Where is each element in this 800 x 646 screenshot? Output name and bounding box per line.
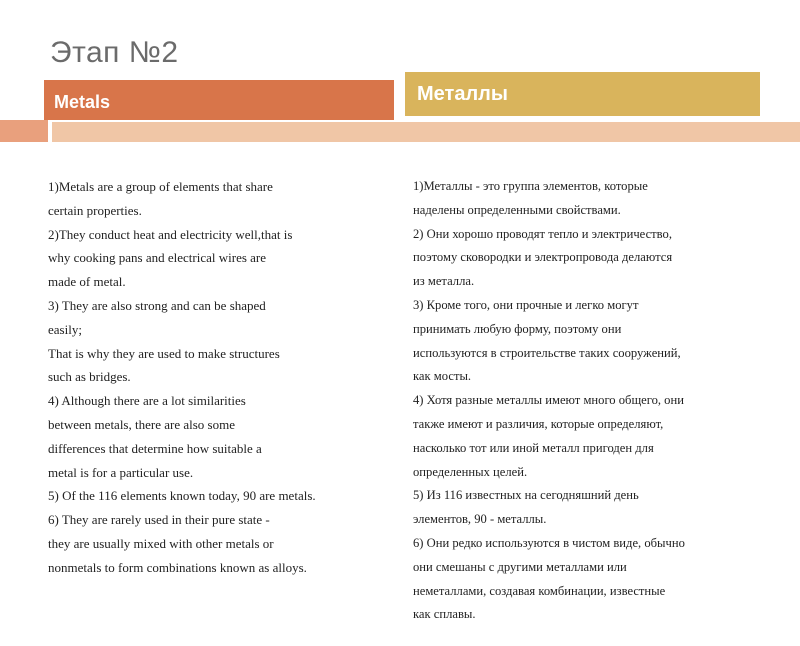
slide-title: Этап №2 [50, 36, 179, 69]
text-line: such as bridges. [48, 369, 131, 385]
russian-text-column [413, 175, 758, 627]
text-line: certain properties. [48, 202, 142, 218]
text-line: why cooking pans and electrical wires are [48, 250, 267, 266]
text-line: как мосты. [413, 369, 472, 384]
text-line: принимать любую форму, поэтому они [413, 321, 622, 336]
text-line: 4) Хотя разные металлы имеют много общего, они [413, 393, 684, 408]
text-line: easily; [48, 321, 82, 337]
text-line: nonmetals to form combinations known as alloys. [48, 559, 307, 575]
text-line: 6) Они редко используются в чистом виде, обычно [413, 535, 685, 550]
text-line: 5) Из 116 известных на сегодняшний день [413, 488, 639, 503]
text-line: 2) Они хорошо проводят тепло и электричество, [413, 226, 672, 241]
text-line: 3) They are also strong and can be shaped [48, 297, 266, 313]
text-line: That is why they are used to make structures [48, 345, 280, 361]
text-line: наделены определенными свойствами. [413, 202, 621, 217]
text-line: differences that determine how suitable a [48, 440, 262, 456]
english-text-column [48, 175, 388, 580]
text-line: 3) Кроме того, они прочные и легко могут [413, 297, 639, 312]
text-line: элементов, 90 - металлы. [413, 512, 547, 527]
text-line: 2)They conduct heat and electricity well,that is [48, 226, 293, 242]
text-line: используются в строительстве таких сооружений, [413, 345, 681, 360]
text-line: поэтому сковородки и электропровода делаются [413, 250, 673, 265]
text-line: between metals, there are also some [48, 416, 235, 432]
text-line: определенных целей. [413, 464, 528, 479]
text-line: также имеют и различия, которые определяют, [413, 416, 664, 431]
text-line: 6) They are rarely used in their pure state - [48, 512, 270, 528]
metals-header: Metals [44, 80, 394, 120]
text-line: 1)Металлы - это группа элементов, которые [413, 179, 648, 193]
text-line: made of metal. [48, 274, 126, 290]
text-line: metal is for a particular use. [48, 464, 194, 480]
text-line: насколько тот или иной металл пригоден для [413, 440, 654, 455]
text-line: they are usually mixed with other metals or [48, 535, 274, 551]
text-line: 4) Although there are a lot similarities [48, 393, 246, 409]
text-line: 1)Metals are a group of elements that share [48, 179, 273, 194]
text-line: 5) Of the 116 elements known today, 90 are metals. [48, 488, 316, 504]
text-line: из металла. [413, 274, 475, 289]
accent-stripe-left [0, 120, 48, 142]
metally-header: Металлы [405, 72, 760, 116]
accent-stripe-right [52, 122, 800, 142]
text-line: неметаллами, создавая комбинации, известные [413, 583, 666, 598]
text-line: как сплавы. [413, 607, 476, 622]
text-line: они смешаны с другими металлами или [413, 559, 627, 574]
